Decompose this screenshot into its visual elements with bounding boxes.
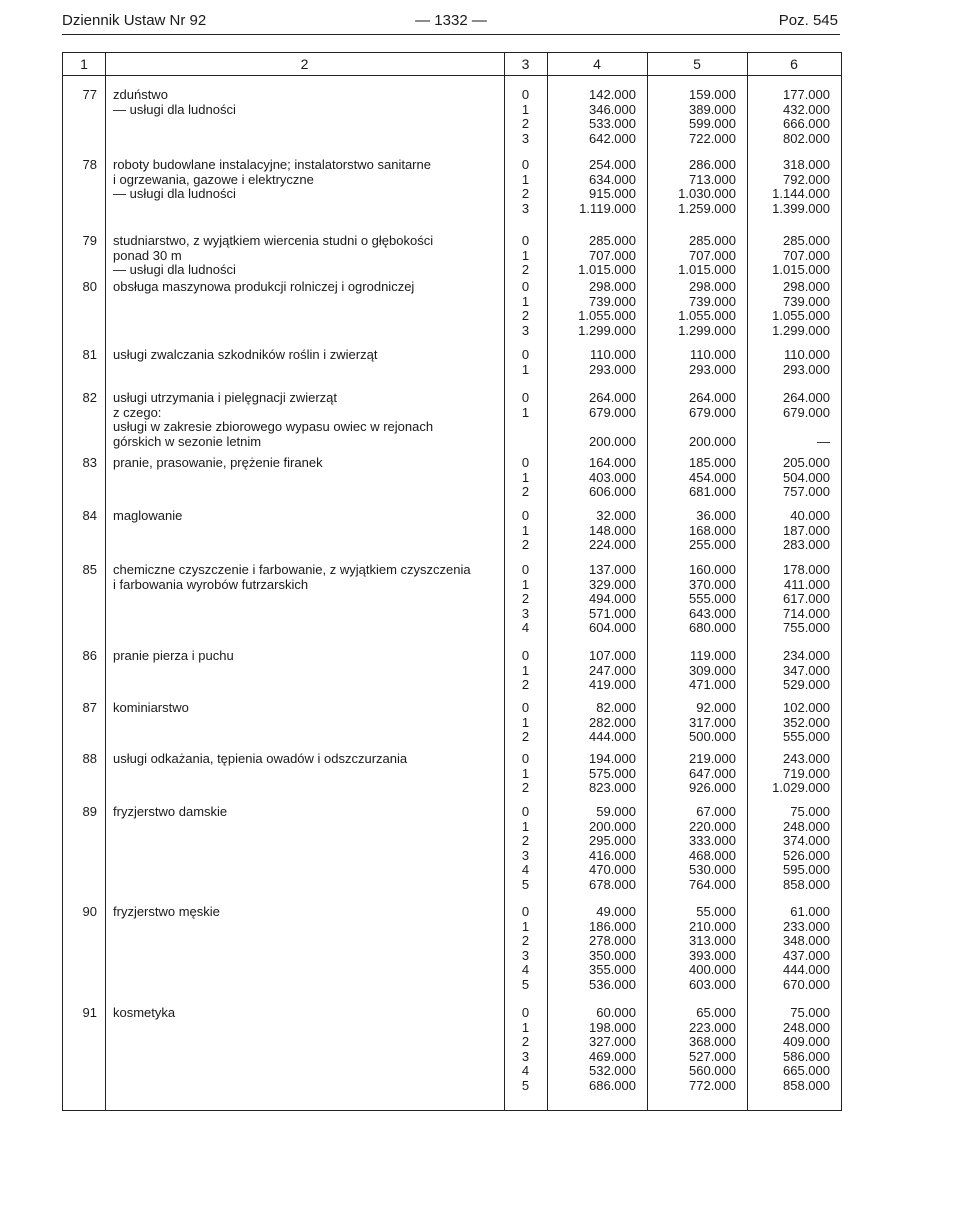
- value-col5: 368.000: [689, 1034, 736, 1049]
- value-col4: 606.000: [589, 484, 636, 499]
- row-description-line: chemiczne czyszczenie i farbowanie, z wyjątkiem czyszczenia: [113, 562, 471, 577]
- group-code: 0: [521, 751, 530, 766]
- value-col5: 739.000: [689, 293, 736, 309]
- value-col4: 49.000: [596, 904, 636, 919]
- value-col4: 1.119.000: [579, 200, 636, 216]
- value-col6: 437.000: [783, 947, 830, 963]
- group-code: 2: [521, 186, 530, 201]
- row-number: 81: [82, 347, 97, 362]
- column-header-4: 4: [593, 56, 601, 72]
- value-col6: 595.000: [783, 862, 830, 877]
- group-code: 0: [521, 347, 530, 362]
- value-col5: 400.000: [689, 962, 736, 977]
- group-code: 1: [521, 469, 530, 485]
- group-code: 3: [521, 605, 530, 621]
- row-description-line: i farbowania wyrobów futrzarskich: [113, 576, 309, 592]
- group-code: 2: [521, 1034, 530, 1049]
- row-description-line: z czego:: [113, 404, 162, 420]
- value-col4: 247.000: [589, 662, 636, 678]
- value-col4: 823.000: [589, 780, 636, 795]
- value-col4: 575.000: [589, 765, 636, 781]
- journal-title: Dziennik Ustaw Nr 92: [62, 12, 207, 29]
- value-col5: 185.000: [689, 455, 736, 470]
- value-col5: 454.000: [689, 469, 736, 485]
- value-col5: 55.000: [696, 904, 736, 919]
- value-col5: 219.000: [689, 751, 736, 766]
- value-col4: 200.000: [589, 433, 636, 449]
- value-col6: 526.000: [783, 847, 830, 863]
- value-col5: 264.000: [689, 390, 736, 405]
- value-col5: 333.000: [689, 833, 736, 848]
- row-description-line: obsługa maszynowa produkcji rolniczej i ogrodniczej: [113, 279, 415, 294]
- value-col6: 666.000: [783, 116, 830, 131]
- group-code: 1: [521, 171, 530, 187]
- value-col6: 444.000: [783, 962, 830, 977]
- value-col5: 389.000: [689, 101, 736, 117]
- value-col6: 802.000: [783, 130, 830, 146]
- value-col5: 200.000: [689, 433, 736, 449]
- value-col4: 350.000: [589, 947, 636, 963]
- value-col5: 1.055.000: [678, 308, 736, 323]
- value-col6: 61.000: [790, 904, 830, 919]
- group-code: 0: [521, 279, 530, 294]
- value-col5: 500.000: [689, 729, 736, 744]
- value-col4: 1.055.000: [578, 308, 636, 323]
- group-code: 4: [521, 1063, 530, 1078]
- value-col6: 665.000: [783, 1063, 830, 1078]
- group-code: 1: [521, 247, 530, 263]
- page-header: [62, 10, 840, 35]
- value-col4: 494.000: [589, 591, 636, 606]
- value-col4: 1.015.000: [578, 262, 636, 277]
- page-number: — 1332 —: [415, 12, 487, 29]
- value-col4: 915.000: [589, 186, 636, 201]
- row-number: 87: [82, 700, 97, 715]
- value-col5: 643.000: [689, 605, 736, 621]
- row-description-line: fryzjerstwo damskie: [113, 804, 228, 819]
- row-description-line: kominiarstwo: [113, 700, 189, 715]
- group-code: 1: [521, 404, 530, 420]
- value-col5: 681.000: [689, 484, 736, 499]
- value-col4: 200.000: [589, 818, 636, 834]
- row-number: 89: [82, 804, 97, 819]
- value-col6: 205.000: [783, 455, 830, 470]
- value-col6: 1.015.000: [772, 262, 830, 277]
- value-col4: 679.000: [589, 404, 636, 420]
- row-description-line: pranie, prasowanie, prężenie firanek: [113, 455, 323, 470]
- value-col4: 634.000: [589, 171, 636, 187]
- value-col6: 285.000: [783, 233, 830, 248]
- value-col6: 757.000: [783, 484, 830, 499]
- group-code: 1: [521, 765, 530, 781]
- value-col4: 59.000: [596, 804, 636, 819]
- value-col6: 1.399.000: [772, 200, 830, 216]
- value-col4: 536.000: [589, 976, 636, 992]
- value-col6: 739.000: [783, 293, 830, 309]
- value-col5: 722.000: [689, 130, 736, 146]
- value-col4: 470.000: [589, 862, 636, 877]
- value-col4: 282.000: [589, 714, 636, 730]
- value-col5: 647.000: [689, 765, 736, 781]
- value-col5: 370.000: [689, 576, 736, 592]
- row-description-line: górskich w sezonie letnim: [113, 433, 262, 449]
- group-code: 2: [521, 116, 530, 131]
- value-col6: 243.000: [783, 751, 830, 766]
- group-code: 0: [521, 648, 530, 663]
- group-code: 5: [521, 876, 530, 892]
- value-col5: 298.000: [689, 279, 736, 294]
- value-col6: 248.000: [783, 1019, 830, 1035]
- value-col4: 254.000: [589, 157, 636, 172]
- column-header-2: 2: [300, 56, 309, 72]
- group-code: 2: [521, 729, 530, 744]
- value-col5: 471.000: [689, 677, 736, 692]
- value-col5: 286.000: [689, 157, 736, 172]
- value-col6: 1.055.000: [772, 308, 830, 323]
- value-col4: 137.000: [589, 562, 636, 577]
- row-description-line: usługi zwalczania szkodników roślin i zwierząt: [113, 347, 378, 362]
- row-number: 82: [82, 390, 97, 405]
- value-col4: 264.000: [589, 390, 636, 405]
- group-code: 2: [521, 780, 530, 795]
- column-header-5: 5: [693, 56, 701, 72]
- row-description-line: pranie pierza i puchu: [113, 648, 234, 663]
- group-code: 0: [521, 904, 530, 919]
- row-number: 88: [82, 751, 97, 766]
- value-col6: 1.299.000: [772, 322, 830, 338]
- value-col4: 1.299.000: [578, 322, 636, 338]
- value-col4: 686.000: [589, 1077, 636, 1093]
- value-col5: 1.299.000: [678, 322, 736, 338]
- value-col6: 102.000: [783, 700, 830, 715]
- group-code: 1: [521, 522, 530, 538]
- value-col4: 444.000: [589, 729, 636, 744]
- row-description-line: maglowanie: [113, 508, 183, 523]
- column-header-3: 3: [521, 56, 530, 72]
- value-col6: 234.000: [783, 648, 830, 663]
- value-col5: 926.000: [689, 780, 736, 795]
- value-col6: 529.000: [783, 677, 830, 692]
- value-col4: 355.000: [589, 962, 636, 977]
- value-col5: 603.000: [689, 976, 736, 992]
- value-col5: 255.000: [689, 537, 736, 552]
- row-number: 79: [82, 233, 97, 248]
- value-col6: 293.000: [783, 361, 830, 377]
- value-col6: 110.000: [783, 347, 830, 362]
- value-col5: 210.000: [689, 918, 736, 934]
- value-col5: 285.000: [689, 233, 736, 248]
- row-description-line: usługi odkażania, tępienia owadów i odszczurzania: [113, 751, 408, 766]
- value-col5: 313.000: [689, 933, 736, 948]
- group-code: 2: [521, 677, 530, 692]
- value-col6: 670.000: [783, 976, 830, 992]
- value-col4: 571.000: [589, 605, 636, 621]
- row-description-line: zduństwo: [113, 87, 168, 102]
- group-code: 0: [521, 562, 530, 577]
- group-code: 3: [521, 130, 530, 146]
- value-col6: 75.000: [790, 1005, 830, 1020]
- value-col6: 586.000: [783, 1048, 830, 1064]
- row-description-line: ponad 30 m: [113, 247, 182, 263]
- group-code: 1: [521, 1019, 530, 1035]
- value-col4: 32.000: [596, 508, 636, 523]
- value-col6: 792.000: [783, 171, 830, 187]
- value-col6: 432.000: [783, 101, 830, 117]
- value-col6: 714.000: [783, 605, 830, 621]
- value-col4: 295.000: [589, 833, 636, 848]
- group-code: 0: [521, 508, 530, 523]
- group-code: 4: [521, 962, 530, 977]
- group-code: 1: [521, 293, 530, 309]
- group-code: 0: [521, 390, 530, 405]
- value-col5: 527.000: [689, 1048, 736, 1064]
- group-code: 0: [521, 1005, 530, 1020]
- value-col6: 755.000: [783, 620, 830, 635]
- value-col4: 278.000: [589, 933, 636, 948]
- row-description-line: — usługi dla ludności: [113, 186, 236, 201]
- row-description-line: kosmetyka: [113, 1005, 176, 1020]
- value-col5: 36.000: [696, 508, 736, 523]
- row-number: 78: [82, 157, 97, 172]
- value-col6: 177.000: [783, 87, 830, 102]
- group-code: 1: [521, 101, 530, 117]
- value-col4: 164.000: [589, 455, 636, 470]
- row-number: 84: [82, 508, 97, 523]
- group-code: 2: [521, 933, 530, 948]
- value-col4: 107.000: [589, 648, 636, 663]
- value-col5: 707.000: [689, 247, 736, 263]
- row-description-line: — usługi dla ludności: [113, 262, 236, 277]
- value-col6: 858.000: [783, 1077, 830, 1093]
- column-header-1: 1: [80, 56, 88, 72]
- value-col4: 707.000: [589, 247, 636, 263]
- value-col6: 187.000: [783, 522, 830, 538]
- row-description-line: roboty budowlane instalacyjne; instalatorstwo sanitarne: [113, 157, 431, 172]
- row-description-line: — usługi dla ludności: [113, 101, 236, 117]
- value-col4: 469.000: [589, 1048, 636, 1064]
- value-col6: 409.000: [783, 1034, 830, 1049]
- value-col4: 285.000: [589, 233, 636, 248]
- row-description-line: studniarstwo, z wyjątkiem wiercenia studni o głębokości: [113, 233, 434, 248]
- value-col4: 60.000: [596, 1005, 636, 1020]
- row-number: 77: [82, 87, 97, 102]
- value-col4: 186.000: [589, 918, 636, 934]
- value-col5: 555.000: [689, 591, 736, 606]
- column-header-6: 6: [790, 56, 798, 72]
- value-col4: 346.000: [589, 101, 636, 117]
- value-col6: 555.000: [783, 729, 830, 744]
- value-col6: 347.000: [783, 662, 830, 678]
- value-col5: 679.000: [689, 404, 736, 420]
- value-col6: 348.000: [783, 933, 830, 948]
- value-col4: 739.000: [589, 293, 636, 309]
- tariff-table: [62, 52, 842, 1111]
- group-code: 0: [521, 804, 530, 819]
- value-col5: 168.000: [689, 522, 736, 538]
- value-col4: 298.000: [589, 279, 636, 294]
- value-col6: 707.000: [783, 247, 830, 263]
- value-col6: 264.000: [783, 390, 830, 405]
- group-code: 5: [521, 1077, 530, 1093]
- value-col5: 560.000: [689, 1063, 736, 1078]
- value-col6: 374.000: [783, 833, 830, 848]
- group-code: 2: [521, 833, 530, 848]
- value-col5: 530.000: [689, 862, 736, 877]
- value-col6: 248.000: [783, 818, 830, 834]
- value-col5: 119.000: [689, 648, 736, 663]
- value-col6: 283.000: [783, 537, 830, 552]
- value-col4: 604.000: [589, 620, 636, 635]
- value-col5: 65.000: [696, 1005, 736, 1020]
- value-col4: 416.000: [589, 847, 636, 863]
- row-description-line: usługi w zakresie zbiorowego wypasu owiec w rejonach: [113, 419, 434, 434]
- value-col5: 220.000: [689, 818, 736, 834]
- value-col6: 318.000: [783, 157, 830, 172]
- value-col5: 317.000: [689, 714, 736, 730]
- group-code: 1: [521, 714, 530, 730]
- group-code: 3: [521, 200, 530, 216]
- value-col6: 1.144.000: [772, 186, 830, 201]
- row-description-line: i ogrzewania, gazowe i elektryczne: [113, 171, 314, 187]
- value-col4: 198.000: [589, 1019, 636, 1035]
- value-col5: 468.000: [689, 847, 736, 863]
- group-code: 0: [521, 233, 530, 248]
- value-col5: 680.000: [689, 620, 736, 635]
- value-col4: 110.000: [589, 347, 636, 362]
- value-col5: 293.000: [689, 361, 736, 377]
- value-col6: 40.000: [790, 508, 830, 523]
- value-col4: 142.000: [589, 87, 636, 102]
- value-col5: 764.000: [689, 876, 736, 892]
- group-code: 0: [521, 455, 530, 470]
- group-code: 1: [521, 361, 530, 377]
- value-col4: 419.000: [589, 677, 636, 692]
- value-col6: 617.000: [783, 591, 830, 606]
- group-code: 2: [521, 537, 530, 552]
- value-col6: 75.000: [790, 804, 830, 819]
- value-col5: 772.000: [689, 1077, 736, 1093]
- row-number: 86: [82, 648, 97, 663]
- group-code: 2: [521, 308, 530, 323]
- value-col5: 309.000: [689, 662, 736, 678]
- row-number: 85: [82, 562, 97, 577]
- group-code: 2: [521, 262, 530, 277]
- value-col6: 233.000: [783, 918, 830, 934]
- group-code: 1: [521, 818, 530, 834]
- value-col4: 329.000: [589, 576, 636, 592]
- position-number: Poz. 545: [778, 12, 838, 29]
- value-col5: 92.000: [696, 700, 736, 715]
- value-col4: 194.000: [589, 751, 636, 766]
- group-code: 3: [521, 947, 530, 963]
- value-col6: 1.029.000: [772, 780, 830, 795]
- value-col6: 352.000: [783, 714, 830, 730]
- value-col5: 1.030.000: [678, 186, 736, 201]
- value-col6: 719.000: [783, 765, 830, 781]
- value-col5: 160.000: [689, 562, 736, 577]
- row-number: 90: [82, 904, 97, 919]
- value-col5: 599.000: [689, 116, 736, 131]
- value-col4: 148.000: [589, 522, 636, 538]
- value-col6: 504.000: [783, 469, 830, 485]
- value-col6: 411.000: [783, 576, 830, 592]
- group-code: 2: [521, 591, 530, 606]
- value-col5: 713.000: [689, 171, 736, 187]
- group-code: 1: [521, 918, 530, 934]
- value-col5: 110.000: [689, 347, 736, 362]
- group-code: 1: [521, 576, 530, 592]
- value-col4: 533.000: [589, 116, 636, 131]
- group-code: 3: [521, 847, 530, 863]
- value-col5: 1.015.000: [678, 262, 736, 277]
- value-col5: 67.000: [696, 804, 736, 819]
- value-col5: 223.000: [689, 1019, 736, 1035]
- row-number: 83: [82, 455, 97, 470]
- value-col5: 159.000: [689, 87, 736, 102]
- row-description-line: fryzjerstwo męskie: [113, 904, 220, 919]
- value-col4: 293.000: [589, 361, 636, 377]
- group-code: 0: [521, 87, 530, 102]
- group-code: 3: [521, 1048, 530, 1064]
- row-description-line: usługi utrzymania i pielęgnacji zwierząt: [113, 390, 337, 405]
- value-col4: 224.000: [589, 537, 636, 552]
- row-number: 91: [82, 1005, 97, 1020]
- group-code: 0: [521, 700, 530, 715]
- group-code: 0: [521, 157, 530, 172]
- value-col4: 678.000: [589, 876, 636, 892]
- row-number: 80: [82, 279, 97, 294]
- value-col4: 82.000: [596, 700, 636, 715]
- value-col4: 403.000: [589, 469, 636, 485]
- value-col4: 532.000: [589, 1063, 636, 1078]
- value-col6: 298.000: [783, 279, 830, 294]
- value-col5: 393.000: [689, 947, 736, 963]
- value-col4: 327.000: [589, 1034, 636, 1049]
- group-code: 5: [521, 976, 530, 992]
- group-code: 1: [521, 662, 530, 678]
- group-code: 4: [521, 862, 530, 877]
- value-col6: —: [817, 433, 830, 449]
- value-col6: 178.000: [783, 562, 830, 577]
- group-code: 4: [521, 620, 530, 635]
- group-code: 3: [521, 322, 530, 338]
- value-col5: 1.259.000: [678, 200, 736, 216]
- group-code: 2: [521, 484, 530, 499]
- value-col6: 679.000: [783, 404, 830, 420]
- value-col6: 858.000: [783, 876, 830, 892]
- value-col4: 642.000: [589, 130, 636, 146]
